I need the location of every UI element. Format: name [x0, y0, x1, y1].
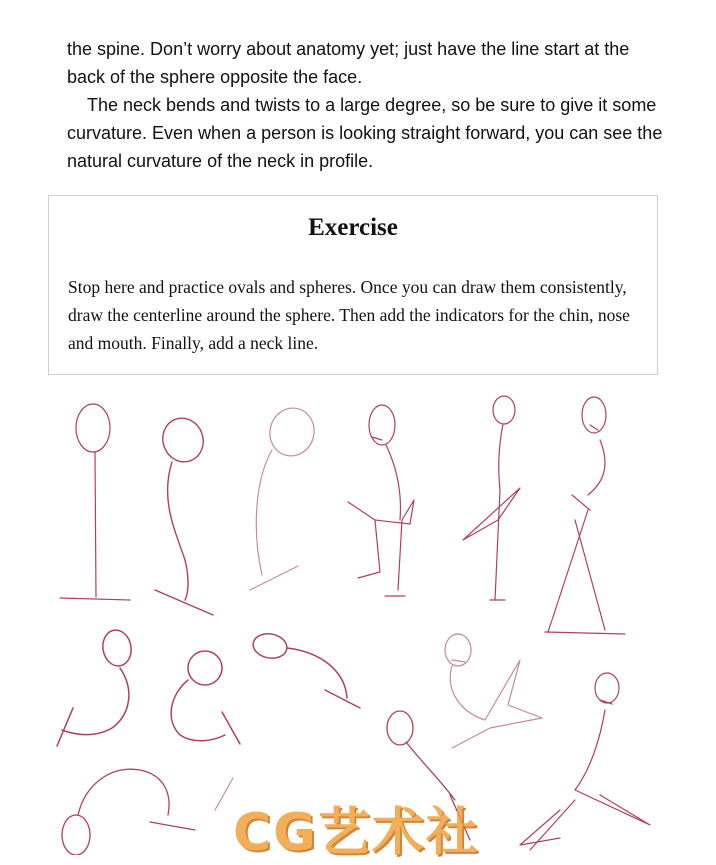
paragraph: The neck bends and twists to a large degree, so be sure to give it some curvature. Even when a person is looking straight forward, you can see the natural curvature of the neck in profile.: [67, 95, 663, 171]
figure-sketch: [62, 769, 195, 855]
figure-sketch: [171, 651, 240, 744]
figure-sketch: [520, 673, 650, 850]
figure-sketch: [60, 404, 130, 600]
watermark: CG艺术社: [233, 803, 480, 863]
exercise-box: [48, 195, 658, 375]
gesture-sketches-illustration: [0, 385, 716, 855]
exercise-body: Stop here and practice ovals and spheres. Once you can draw them consistently, draw the centerline around the sphere. Then add the indicators for the chin, nose and mouth. Finally, add a neck line.: [68, 277, 630, 353]
figure-sketch: [250, 403, 319, 590]
figure-sketch: [348, 405, 414, 596]
figure-sketch: [57, 628, 134, 746]
figure-sketch: [251, 631, 360, 708]
figure-sketch: [155, 412, 213, 615]
exercise-title: Exercise: [308, 214, 398, 241]
body-text: [67, 35, 667, 175]
figure-sketch: [545, 397, 625, 634]
figure-sketch: [215, 778, 233, 810]
paragraph: the spine. Don’t worry about anatomy yet; just have the line start at the back of the sphere opposite the face.: [67, 39, 630, 87]
figure-sketch: [463, 396, 520, 600]
figure-sketch: [445, 634, 542, 748]
